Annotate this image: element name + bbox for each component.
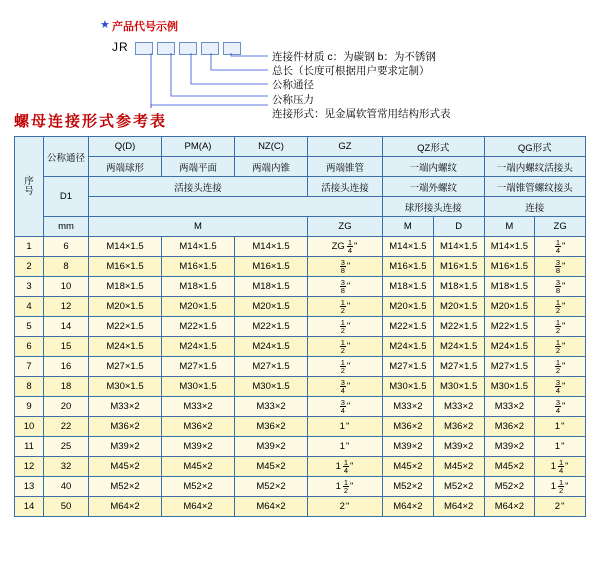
cell-nz: M24×1.5 (235, 337, 308, 357)
cell-qz-m: M24×1.5 (383, 337, 434, 357)
cell-qg-zg: $\frac{1}{2}$ " (535, 337, 586, 357)
cell-gz: $\frac{3}{8}$ " (308, 257, 383, 277)
legend-item-nominal-pressure: 公称压力 (272, 93, 314, 106)
cell-qg-zg: $\frac{1}{4}$ " (535, 237, 586, 257)
cell-q: M45×2 (89, 457, 162, 477)
cell-gz: ZG $\frac{1}{4}$ " (308, 237, 383, 257)
cell-qz-m: M22×1.5 (383, 317, 434, 337)
star-icon: ★ (100, 19, 110, 31)
cell-qz-m: M30×1.5 (383, 377, 434, 397)
nut-connection-table (14, 136, 586, 517)
cell-qg-m: M33×2 (484, 397, 535, 417)
cell-gz: $\frac{3}{4}$ " (308, 377, 383, 397)
cell-qz-d: M18×1.5 (433, 277, 484, 297)
cell-gz: $\frac{1}{2}$ " (308, 337, 383, 357)
table-row (15, 357, 586, 377)
header-group-q-code: Q(D) (89, 137, 162, 157)
cell-q: M33×2 (89, 397, 162, 417)
cell-qz-m: M64×2 (383, 497, 434, 517)
cell-nominal-diameter: 8 (44, 257, 89, 277)
cell-gz: 1 " (308, 437, 383, 457)
header-group-gz-code: GZ (308, 137, 383, 157)
cell-qz-d: M39×2 (433, 437, 484, 457)
cell-qg-zg: $\frac{3}{4}$ " (535, 397, 586, 417)
cell-qg-m: M30×1.5 (484, 377, 535, 397)
cell-nz: M14×1.5 (235, 237, 308, 257)
cell-seq: 1 (15, 237, 44, 257)
cell-qz-d: M27×1.5 (433, 357, 484, 377)
cell-pm: M33×2 (162, 397, 235, 417)
cell-qz-d: M36×2 (433, 417, 484, 437)
cell-seq: 2 (15, 257, 44, 277)
cell-gz: $\frac{1}{2}$ " (308, 317, 383, 337)
cell-seq: 11 (15, 437, 44, 457)
cell-nominal-diameter: 12 (44, 297, 89, 317)
cell-pm: M52×2 (162, 477, 235, 497)
table-row (15, 417, 586, 437)
cell-q: M30×1.5 (89, 377, 162, 397)
cell-pm: M14×1.5 (162, 237, 235, 257)
header-seq: 序 号 (15, 137, 44, 237)
cell-pm: M27×1.5 (162, 357, 235, 377)
cell-qz-m: M39×2 (383, 437, 434, 457)
cell-seq: 5 (15, 317, 44, 337)
table-row (15, 237, 586, 257)
cell-qg-m: M16×1.5 (484, 257, 535, 277)
cell-qg-m: M24×1.5 (484, 337, 535, 357)
header-group-pm-code: PM(A) (162, 137, 235, 157)
cell-q: M14×1.5 (89, 237, 162, 257)
cell-qz-m: M36×2 (383, 417, 434, 437)
cell-nz: M16×1.5 (235, 257, 308, 277)
cell-seq: 14 (15, 497, 44, 517)
cell-gz: 1 $\frac{1}{4}$ " (308, 457, 383, 477)
cell-pm: M45×2 (162, 457, 235, 477)
cell-qg-zg: $\frac{1}{2}$ " (535, 357, 586, 377)
cell-nz: M30×1.5 (235, 377, 308, 397)
table-row (15, 257, 586, 277)
cell-q: M39×2 (89, 437, 162, 457)
header-union-connection-2: 活接头连接 (308, 177, 383, 197)
cell-qg-m: M45×2 (484, 457, 535, 477)
header-group-nz-code: NZ(C) (235, 137, 308, 157)
cell-seq: 12 (15, 457, 44, 477)
cell-q: M24×1.5 (89, 337, 162, 357)
cell-nz: M22×1.5 (235, 317, 308, 337)
cell-qz-m: M16×1.5 (383, 257, 434, 277)
cell-nz: M27×1.5 (235, 357, 308, 377)
header-d1: D1 (44, 177, 89, 217)
cell-qz-m: M18×1.5 (383, 277, 434, 297)
cell-seq: 4 (15, 297, 44, 317)
cell-gz: 2 " (308, 497, 383, 517)
table-header-row-1 (15, 137, 586, 157)
cell-q: M16×1.5 (89, 257, 162, 277)
header-group-qz-desc: 一端内螺纹 (383, 157, 485, 177)
cell-nominal-diameter: 32 (44, 457, 89, 477)
legend-item-connection-type: 连接形式：见金属软管常用结构形式表 (272, 107, 451, 120)
cell-gz: $\frac{3}{8}$ " (308, 277, 383, 297)
legend-title: 产品代号示例 (112, 21, 178, 33)
header-union-connection-1: 活接头连接 (89, 177, 308, 197)
table-row (15, 497, 586, 517)
cell-nz: M36×2 (235, 417, 308, 437)
cell-qg-m: M14×1.5 (484, 237, 535, 257)
cell-q: M52×2 (89, 477, 162, 497)
header-qg-connection: 连接 (484, 197, 586, 217)
cell-qz-d: M16×1.5 (433, 257, 484, 277)
cell-gz: $\frac{1}{2}$ " (308, 297, 383, 317)
cell-seq: 3 (15, 277, 44, 297)
cell-nominal-diameter: 22 (44, 417, 89, 437)
cell-nz: M64×2 (235, 497, 308, 517)
cell-nominal-diameter: 14 (44, 317, 89, 337)
cell-nz: M33×2 (235, 397, 308, 417)
header-nominal-diameter: 公称通径 (44, 137, 89, 177)
cell-nominal-diameter: 18 (44, 377, 89, 397)
cell-gz: 1 $\frac{1}{2}$ " (308, 477, 383, 497)
product-code-legend (0, 0, 600, 120)
header-group-gz-desc: 两端锥管 (308, 157, 383, 177)
cell-qz-m: M27×1.5 (383, 357, 434, 377)
cell-seq: 6 (15, 337, 44, 357)
cell-qz-m: M14×1.5 (383, 237, 434, 257)
cell-qg-m: M36×2 (484, 417, 535, 437)
cell-qg-zg: $\frac{3}{8}$ " (535, 257, 586, 277)
cell-nominal-diameter: 15 (44, 337, 89, 357)
cell-nz: M18×1.5 (235, 277, 308, 297)
header-group-q-desc: 两端球形 (89, 157, 162, 177)
cell-qz-d: M52×2 (433, 477, 484, 497)
cell-q: M22×1.5 (89, 317, 162, 337)
cell-nominal-diameter: 20 (44, 397, 89, 417)
cell-qz-d: M20×1.5 (433, 297, 484, 317)
header-blank (89, 197, 383, 217)
cell-qz-d: M22×1.5 (433, 317, 484, 337)
cell-q: M18×1.5 (89, 277, 162, 297)
table-row (15, 377, 586, 397)
cell-qz-m: M52×2 (383, 477, 434, 497)
cell-seq: 8 (15, 377, 44, 397)
cell-qg-zg: 2 " (535, 497, 586, 517)
cell-nz: M52×2 (235, 477, 308, 497)
cell-qg-zg: 1 " (535, 417, 586, 437)
table-header-row-3 (15, 177, 586, 197)
cell-q: M27×1.5 (89, 357, 162, 377)
header-group-qz-code: QZ形式 (383, 137, 485, 157)
table-row (15, 397, 586, 417)
cell-qg-zg: $\frac{3}{4}$ " (535, 377, 586, 397)
cell-nz: M39×2 (235, 437, 308, 457)
cell-qg-zg: $\frac{3}{8}$ " (535, 277, 586, 297)
cell-pm: M22×1.5 (162, 317, 235, 337)
cell-qz-d: M45×2 (433, 457, 484, 477)
table-body (15, 237, 586, 517)
table-row (15, 297, 586, 317)
table-row (15, 337, 586, 357)
cell-pm: M18×1.5 (162, 277, 235, 297)
legend-item-length: 总长（长度可根据用户要求定制） (272, 65, 430, 78)
cell-seq: 13 (15, 477, 44, 497)
header-qz-m: M (383, 217, 434, 237)
table-header (15, 137, 586, 237)
cell-gz: $\frac{1}{2}$ " (308, 357, 383, 377)
header-unit-m: M (89, 217, 308, 237)
cell-qg-m: M20×1.5 (484, 297, 535, 317)
table-header-row-4 (15, 197, 586, 217)
cell-qz-d: M33×2 (433, 397, 484, 417)
cell-qg-zg: $\frac{1}{2}$ " (535, 317, 586, 337)
cell-qg-m: M22×1.5 (484, 317, 535, 337)
table-row (15, 457, 586, 477)
cell-seq: 10 (15, 417, 44, 437)
table-row (15, 477, 586, 497)
cell-gz: 1 " (308, 417, 383, 437)
cell-nominal-diameter: 25 (44, 437, 89, 457)
header-qg-zg: ZG (535, 217, 586, 237)
cell-qz-m: M20×1.5 (383, 297, 434, 317)
cell-qz-d: M30×1.5 (433, 377, 484, 397)
cell-nominal-diameter: 6 (44, 237, 89, 257)
cell-qz-d: M24×1.5 (433, 337, 484, 357)
header-qg-m: M (484, 217, 535, 237)
cell-qg-zg: 1 $\frac{1}{2}$ " (535, 477, 586, 497)
header-unit-mm: mm (44, 217, 89, 237)
table-row (15, 277, 586, 297)
cell-qg-zg: 1 " (535, 437, 586, 457)
header-group-nz-desc: 两端内锥 (235, 157, 308, 177)
header-qz-d: D (433, 217, 484, 237)
cell-qz-m: M45×2 (383, 457, 434, 477)
header-qz-ball-joint: 球形接头连接 (383, 197, 485, 217)
legend-item-material: 连接件材质 c：为碳钢 b：为不锈钢 (272, 51, 436, 63)
header-group-qg-code: QG形式 (484, 137, 586, 157)
cell-qg-m: M39×2 (484, 437, 535, 457)
cell-qg-m: M52×2 (484, 477, 535, 497)
header-group-qg-desc: 一端内螺纹活接头 (484, 157, 586, 177)
cell-pm: M36×2 (162, 417, 235, 437)
cell-pm: M24×1.5 (162, 337, 235, 357)
cell-nominal-diameter: 50 (44, 497, 89, 517)
code-prefix: JR (112, 40, 129, 54)
cell-qg-m: M18×1.5 (484, 277, 535, 297)
table-header-row-2 (15, 157, 586, 177)
cell-q: M20×1.5 (89, 297, 162, 317)
cell-gz: $\frac{3}{4}$ " (308, 397, 383, 417)
cell-pm: M30×1.5 (162, 377, 235, 397)
cell-qg-zg: $\frac{1}{2}$ " (535, 297, 586, 317)
cell-nominal-diameter: 16 (44, 357, 89, 377)
cell-q: M64×2 (89, 497, 162, 517)
cell-nominal-diameter: 40 (44, 477, 89, 497)
cell-qz-m: M33×2 (383, 397, 434, 417)
header-taper-pipe-thread: 一端锥管螺纹接头 (484, 177, 586, 197)
cell-nz: M20×1.5 (235, 297, 308, 317)
cell-qz-d: M14×1.5 (433, 237, 484, 257)
cell-qg-zg: 1 $\frac{1}{4}$ " (535, 457, 586, 477)
cell-pm: M39×2 (162, 437, 235, 457)
cell-qg-m: M64×2 (484, 497, 535, 517)
cell-pm: M20×1.5 (162, 297, 235, 317)
cell-qz-d: M64×2 (433, 497, 484, 517)
header-external-thread: 一端外螺纹 (383, 177, 485, 197)
legend-item-list (272, 50, 451, 121)
cell-nz: M45×2 (235, 457, 308, 477)
table-header-row-5 (15, 217, 586, 237)
legend-item-nominal-diameter: 公称通径 (272, 79, 314, 92)
cell-seq: 9 (15, 397, 44, 417)
cell-pm: M64×2 (162, 497, 235, 517)
cell-seq: 7 (15, 357, 44, 377)
cell-q: M36×2 (89, 417, 162, 437)
table-row (15, 317, 586, 337)
section-heading: 螺母连接形式参考表 (14, 112, 168, 130)
cell-pm: M16×1.5 (162, 257, 235, 277)
cell-nominal-diameter: 10 (44, 277, 89, 297)
table-row (15, 437, 586, 457)
header-group-pm-desc: 两端平面 (162, 157, 235, 177)
cell-qg-m: M27×1.5 (484, 357, 535, 377)
header-unit-zg: ZG (308, 217, 383, 237)
